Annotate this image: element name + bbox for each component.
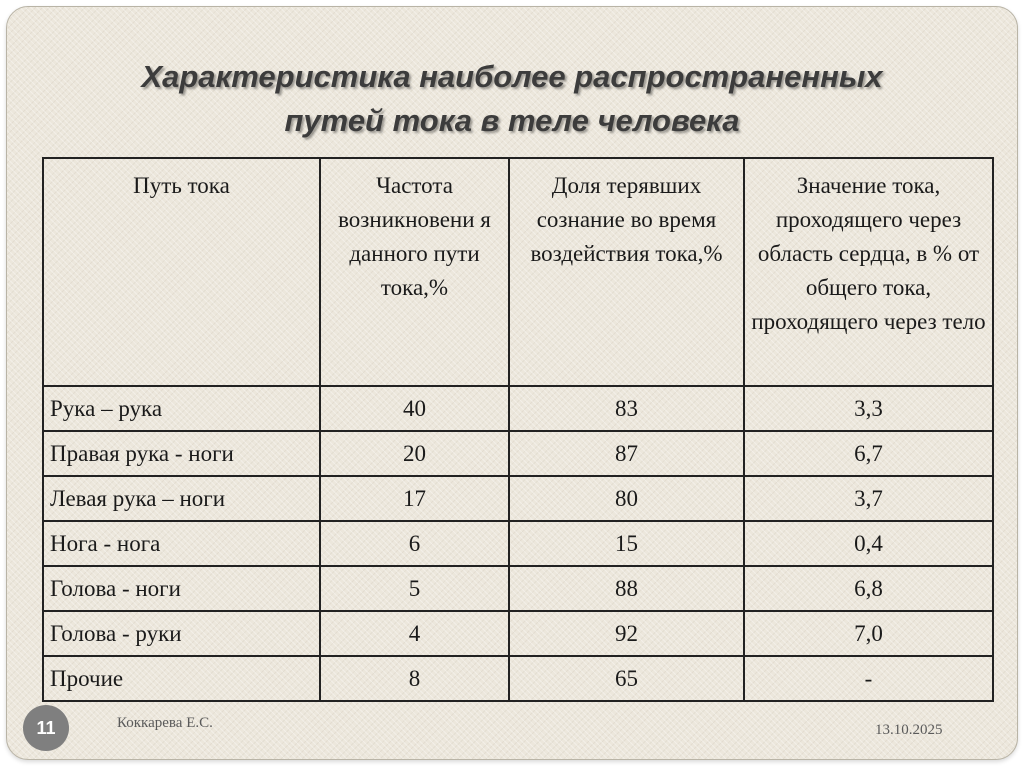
cell-unconscious-share: 65 xyxy=(509,656,744,701)
date-footer: 13.10.2025 xyxy=(875,722,943,738)
table-row xyxy=(43,566,993,611)
cell-heart-current: 3,3 xyxy=(744,386,993,431)
title-line-1: Характеристика наиболее распространенных xyxy=(141,59,883,94)
author-footer: Коккарева Е.С. xyxy=(117,715,213,731)
table-row xyxy=(43,611,993,656)
header-frequency: Частота возникновени я данного пути тока,% xyxy=(320,158,509,386)
slide-number-badge: 11 xyxy=(23,705,69,751)
cell-path: Левая рука – ноги xyxy=(43,476,320,521)
cell-path: Голова - ноги xyxy=(43,566,320,611)
cell-path: Нога - нога xyxy=(43,521,320,566)
title-line-2: путей тока в теле человека xyxy=(284,103,740,138)
table-row xyxy=(43,656,993,701)
cell-frequency: 8 xyxy=(320,656,509,701)
cell-frequency: 4 xyxy=(320,611,509,656)
cell-frequency: 5 xyxy=(320,566,509,611)
current-path-table xyxy=(42,157,994,702)
slide-title xyxy=(27,55,997,143)
cell-heart-current: 6,8 xyxy=(744,566,993,611)
cell-heart-current: 3,7 xyxy=(744,476,993,521)
cell-frequency: 17 xyxy=(320,476,509,521)
cell-frequency: 20 xyxy=(320,431,509,476)
header-unconscious-share: Доля терявших сознание во время воздействия тока,% xyxy=(509,158,744,386)
cell-heart-current: 6,7 xyxy=(744,431,993,476)
table-row xyxy=(43,386,993,431)
table-row xyxy=(43,476,993,521)
cell-heart-current: - xyxy=(744,656,993,701)
header-heart-current: Значение тока, проходящего через область сердца, в % от общего тока, проходящего через тело xyxy=(744,158,993,386)
table-row xyxy=(43,521,993,566)
cell-path: Голова - руки xyxy=(43,611,320,656)
table-header-row xyxy=(43,158,993,386)
cell-path: Рука – рука xyxy=(43,386,320,431)
cell-frequency: 40 xyxy=(320,386,509,431)
cell-unconscious-share: 88 xyxy=(509,566,744,611)
cell-heart-current: 7,0 xyxy=(744,611,993,656)
cell-unconscious-share: 87 xyxy=(509,431,744,476)
cell-path: Прочие xyxy=(43,656,320,701)
cell-unconscious-share: 15 xyxy=(509,521,744,566)
slide xyxy=(6,6,1018,760)
cell-path: Правая рука - ноги xyxy=(43,431,320,476)
cell-heart-current: 0,4 xyxy=(744,521,993,566)
cell-frequency: 6 xyxy=(320,521,509,566)
cell-unconscious-share: 92 xyxy=(509,611,744,656)
header-path: Путь тока xyxy=(43,158,320,386)
cell-unconscious-share: 80 xyxy=(509,476,744,521)
table-row xyxy=(43,431,993,476)
cell-unconscious-share: 83 xyxy=(509,386,744,431)
